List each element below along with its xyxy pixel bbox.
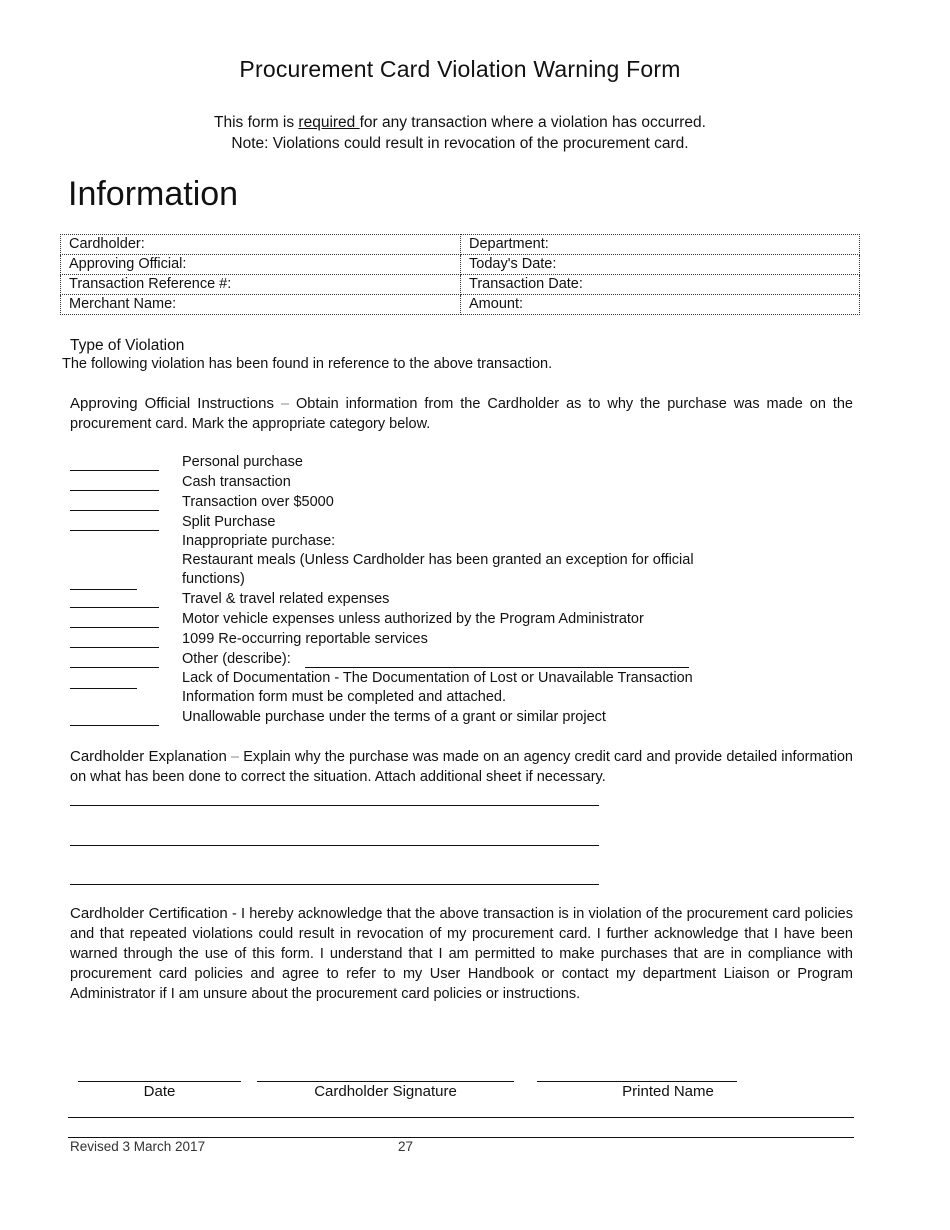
explanation-input-line[interactable]: [70, 884, 599, 885]
option-checkbox-line[interactable]: [70, 589, 137, 590]
info-row: [61, 275, 860, 295]
divider: [68, 1117, 854, 1118]
cardholder-signature-line[interactable]: [257, 1081, 514, 1082]
form-page: Procurement Card Violation Warning Form This form is required for any transaction where a violation has occurred. Note: Violations could result in revocation of the procurement card. Information Cardholder: Department: Approving Official: Today's Date: Transaction Reference #: Transaction Date: Merchant Name: Amount: Type of Violation The following violation has been found in reference to the above transaction. Approving Official Instructions – Obtain information from the Cardholder as to why the purchase was made on the procurement card. Mark the appropriate category below. Personal purchase Cash transaction Transaction over $5000 Split Purchase Inappropriate purchase: Restaurant meals (Unless Cardholder has been granted an exception for official functions) Travel & travel related expenses Motor vehicle expenses unless authorized by the Program Administrator 1099 Re-occurring reportable services Other (describe): Lack of Documentation - The Documentation of Lost or Unavailable Transaction Information form must be completed and attached. Unallowable purchase under the terms of a grant or similar project Cardholder Explanation – Explain why the purchase was made on an agency credit card and provide detailed information on what has been done to correct the situation. Attach additional sheet if necessary. Cardholder Certification - I hereby acknowledge that the above transaction is in violation of the procurement card policies and that repeated violations could result in revocation of my procurement card. I further acknowledge that I have been warned through the use of this form. I understand that I am permitted to make purchases that are in compliance with procurement card policies and agree to refer to my User Handbook or contact my department Liaison or Program Administrator if I am unsure about the procurement card policies or instructions. Date Cardholder Signature Printed Name Revised 3 March 2017 27: [0, 0, 950, 1230]
option-checkbox-line[interactable]: [70, 470, 159, 471]
option-checkbox-line[interactable]: [70, 490, 159, 491]
option-checkbox-line[interactable]: [70, 510, 159, 511]
merchant-name-field[interactable]: Merchant Name:: [61, 295, 461, 315]
transaction-date-field[interactable]: Transaction Date:: [461, 275, 860, 295]
other-describe-input[interactable]: [305, 667, 689, 668]
required-word: required: [298, 114, 360, 131]
violation-subheading: The following violation has been found in reference to the above transaction.: [62, 356, 553, 372]
cardholder-field[interactable]: Cardholder:: [61, 235, 461, 255]
info-row: [61, 235, 860, 255]
intro-text: [0, 112, 920, 154]
explanation-input-line[interactable]: [70, 805, 599, 806]
approving-official-field[interactable]: Approving Official:: [61, 255, 461, 275]
option-checkbox-line[interactable]: [70, 688, 137, 689]
department-field[interactable]: Department:: [461, 235, 860, 255]
printed-name-line[interactable]: [537, 1081, 737, 1082]
date-signature-line[interactable]: [78, 1081, 241, 1082]
violation-heading: Type of Violation: [70, 337, 185, 354]
page-number: 27: [398, 1139, 414, 1154]
printed-name-label: Printed Name: [622, 1083, 714, 1100]
information-table: [60, 234, 860, 315]
option-checkbox-line[interactable]: [70, 725, 159, 726]
info-row: [61, 295, 860, 315]
cardholder-certification: Cardholder Certification - I hereby acknowledge that the above transaction is in violation of the procurement card policies and that repeated violations could result in revocation of my procurement card. I further acknowledge that I have been warned through the use of this form. I understand that I am permitted to make purchases that are in compliance with procurement card policies and agree to refer to my User Handbook or contact my department Liaison or Program Administrator if I am unsure about the procurement card policies or instructions.: [70, 905, 853, 1002]
amount-field[interactable]: Amount:: [461, 295, 860, 315]
intro-line-1: This form is required for any transaction where a violation has occurred.: [214, 114, 706, 131]
option-checkbox-line[interactable]: [70, 667, 159, 668]
option-checkbox-line[interactable]: [70, 627, 159, 628]
cardholder-signature-label: Cardholder Signature: [314, 1083, 457, 1100]
revised-date: Revised 3 March 2017: [70, 1139, 206, 1154]
todays-date-field[interactable]: Today's Date:: [461, 255, 860, 275]
form-title: Procurement Card Violation Warning Form: [239, 56, 681, 82]
option-checkbox-line[interactable]: [70, 647, 159, 648]
intro-line-2: Note: Violations could result in revocation of the procurement card.: [231, 135, 689, 152]
info-row: [61, 255, 860, 275]
date-label: Date: [143, 1083, 176, 1100]
explanation-input-line[interactable]: [70, 845, 599, 846]
footer-divider: [68, 1137, 854, 1138]
transaction-reference-field[interactable]: Transaction Reference #:: [61, 275, 461, 295]
option-checkbox-line[interactable]: [70, 530, 159, 531]
approving-official-instructions: Approving Official Instructions – Obtain information from the Cardholder as to why the purchase was made on the procurement card. Mark the appropriate category below.: [70, 395, 853, 432]
information-heading: Information: [68, 175, 239, 213]
option-checkbox-line[interactable]: [70, 607, 159, 608]
cardholder-explanation: Cardholder Explanation – Explain why the purchase was made on an agency credit card and provide detailed information on what has been done to correct the situation. Attach additional sheet if necessary.: [70, 748, 853, 785]
